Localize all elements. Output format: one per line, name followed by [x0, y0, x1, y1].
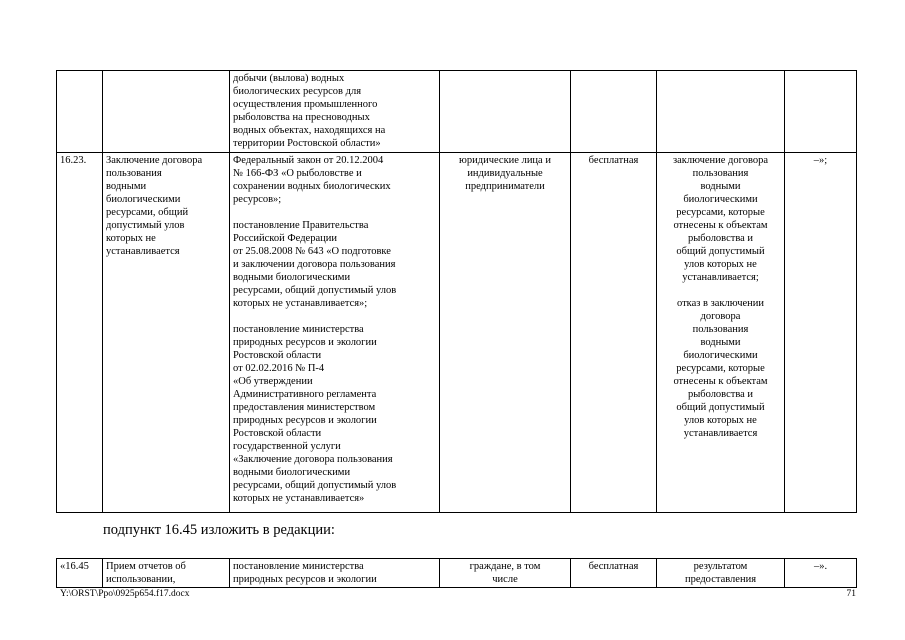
cell-result: заключение договора пользования водными биологическими ресурсами, которые отнесены к объектам рыболовства и общий допустимый улов которых не устанавливается; отказ в заключении договора пользования водными биологическими ресурсами, которые отнесены к объектам рыболовства и общий допустимый улов которых не устанавливается [657, 153, 785, 513]
cell-service-name: Заключение договора пользования водными биологическими ресурсами, общий допустимый улов которых не устанавливается [103, 153, 230, 513]
cell-number: 16.23. [57, 153, 103, 513]
cell-recipients [440, 71, 571, 153]
cell-legal-basis: постановление министерства природных ресурсов и экологии [230, 559, 440, 588]
footer-file-path: Y:\ORST\Ppo\0925p654.f17.docx [60, 589, 190, 599]
services-table [56, 70, 857, 513]
table-row [57, 559, 857, 588]
cell-number: «16.45 [57, 559, 103, 588]
intro-paragraph: подпункт 16.45 изложить в редакции: [103, 522, 335, 538]
cell-recipients: граждане, в том числе [440, 559, 571, 588]
cell-fee [571, 71, 657, 153]
cell-result: результатом предоставления [657, 559, 785, 588]
page-number: 71 [846, 589, 856, 599]
cell-number [57, 71, 103, 153]
cell-end: –». [785, 559, 857, 588]
cell-end [785, 71, 857, 153]
table-row [57, 71, 857, 153]
cell-legal-basis: добычи (вылова) водных биологических ресурсов для осуществления промышленного рыболовства на пресноводных водных объектах, находящихся на территории Ростовской области» [230, 71, 440, 153]
cell-legal-basis: Федеральный закон от 20.12.2004 № 166-ФЗ «О рыболовстве и сохранении водных биологических ресурсов»; постановление Правительства Российской Федерации от 25.08.2008 № 643 «О подготовке и заключении договора пользования водными биологическими ресурсами, общий допустимый улов которых не устанавливается»; постановление министерства природных ресурсов и экологии Ростовской области от 02.02.2016 № П-4 «Об утверждении Административного регламента предоставления министерством природных ресурсов и экологии Ростовской области государственной услуги «Заключение договора пользования водными биологическими ресурсами, общий допустимый улов которых не устанавливается» [230, 153, 440, 513]
cell-result [657, 71, 785, 153]
cell-fee: бесплатная [571, 153, 657, 513]
services-table-continued [56, 558, 857, 588]
cell-service-name: Прием отчетов об использовании, [103, 559, 230, 588]
cell-recipients: юридические лица и индивидуальные предприниматели [440, 153, 571, 513]
cell-service-name [103, 71, 230, 153]
cell-fee: бесплатная [571, 559, 657, 588]
table-row [57, 153, 857, 513]
cell-end: –»; [785, 153, 857, 513]
